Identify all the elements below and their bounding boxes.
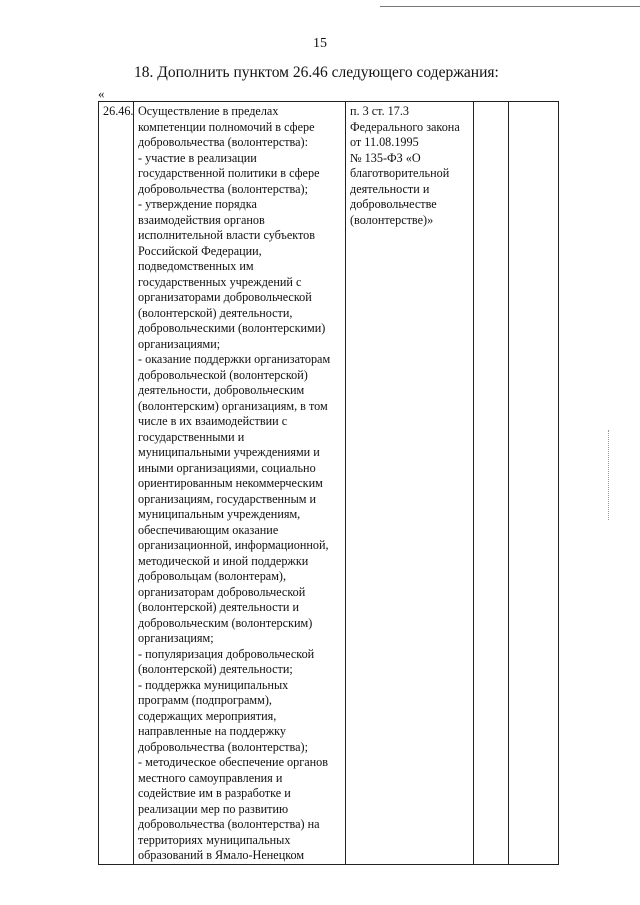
text-line: государственных учреждений с: [138, 274, 302, 289]
text-line: деятельности, добровольческим: [138, 383, 305, 397]
text-line: добровольчества (волонтерства);: [138, 739, 308, 754]
item-number-cell: [99, 102, 134, 865]
empty-column-cell-2: [509, 102, 559, 865]
text-line: организаторам добровольческой: [138, 584, 306, 599]
text-line: реализации мер по развитию: [138, 801, 289, 816]
item-number: 26.46.: [103, 104, 134, 118]
text-line: методической и иной поддержки: [138, 553, 309, 568]
text-line: добровольчестве: [350, 197, 437, 211]
text-line: программ (подпрограмм),: [138, 693, 272, 707]
legal-basis-cell: [346, 102, 474, 865]
text-line: - оказание поддержки организаторам: [138, 352, 331, 366]
text-line: добровольческой (волонтерской): [138, 367, 308, 382]
text-line: от 11.08.1995: [350, 135, 419, 149]
text-line: № 135-ФЗ «О: [350, 150, 421, 165]
text-line: добровольчества (волонтерства) на: [138, 817, 320, 831]
top-edge-rule: [380, 6, 640, 7]
text-line: добровольческими (волонтерскими): [138, 321, 326, 335]
text-line: добровольческим (волонтерским): [138, 615, 313, 630]
text-line: взаимодействия органов: [138, 212, 265, 227]
text-line: - популяризация добровольческой: [138, 646, 315, 661]
text-line: организациями;: [138, 336, 221, 351]
text-line: добровольчества (волонтерства);: [138, 181, 308, 196]
text-line: организациям, государственным и: [138, 491, 317, 506]
text-line: Российской Федерации,: [138, 243, 262, 258]
text-line: компетенции полномочий в сфере: [138, 119, 315, 134]
text-line: Осуществление в пределах: [138, 104, 279, 118]
text-line: (волонтерстве)»: [350, 212, 434, 227]
text-line: Федерального закона: [350, 119, 460, 134]
text-line: (волонтерской) деятельности,: [138, 305, 293, 320]
amendment-table: [98, 101, 559, 865]
text-line: образований в Ямало-Ненецком: [138, 848, 305, 862]
text-line: подведомственных им: [138, 259, 254, 273]
text-line: (волонтерской) деятельности;: [138, 662, 293, 676]
text-line: добровольчества (волонтерства):: [138, 135, 308, 149]
text-line: ориентированным некоммерческим: [138, 476, 323, 490]
text-line: - поддержка муниципальных: [138, 677, 289, 692]
text-line: государственными и: [138, 429, 245, 444]
table-row: [99, 102, 559, 865]
text-line: деятельности и: [350, 181, 430, 196]
section-heading: 18. Дополнить пунктом 26.46 следующего содержания:: [134, 64, 499, 81]
text-line: обеспечивающим оказание: [138, 522, 279, 537]
text-line: числе в их взаимодействии с: [138, 414, 288, 428]
text-line: организаторами добровольческой: [138, 290, 312, 304]
text-line: (волонтерским) организациям, в том: [138, 398, 328, 413]
text-line: содержащих мероприятия,: [138, 708, 277, 723]
text-line: государственной политики в сфере: [138, 166, 320, 180]
text-line: территориях муниципальных: [138, 832, 291, 847]
text-line: добровольцам (волонтерам),: [138, 569, 287, 583]
text-line: благотворительной: [350, 166, 450, 180]
opening-quote-mark: «: [98, 86, 105, 101]
text-line: организациям;: [138, 631, 214, 645]
text-line: муниципальным учреждениям,: [138, 507, 301, 521]
text-line: организационной, информационной,: [138, 538, 329, 552]
text-line: - методическое обеспечение органов: [138, 755, 329, 769]
text-line: п. 3 ст. 17.3: [350, 104, 409, 118]
description-cell: [134, 102, 346, 865]
text-line: исполнительной власти субъектов: [138, 228, 316, 242]
text-line: - участие в реализации: [138, 150, 257, 165]
scan-margin-marks: [608, 430, 611, 520]
text-line: (волонтерской) деятельности и: [138, 600, 299, 614]
text-line: муниципальными учреждениями и: [138, 445, 320, 459]
empty-column-cell-1: [474, 102, 509, 865]
text-line: - утверждение порядка: [138, 197, 257, 211]
text-line: содействие им в разработке и: [138, 786, 291, 800]
page-number: 15: [313, 36, 327, 51]
text-line: иными организациями, социально: [138, 460, 316, 475]
text-line: местного самоуправления и: [138, 770, 283, 785]
text-line: направленные на поддержку: [138, 724, 286, 738]
